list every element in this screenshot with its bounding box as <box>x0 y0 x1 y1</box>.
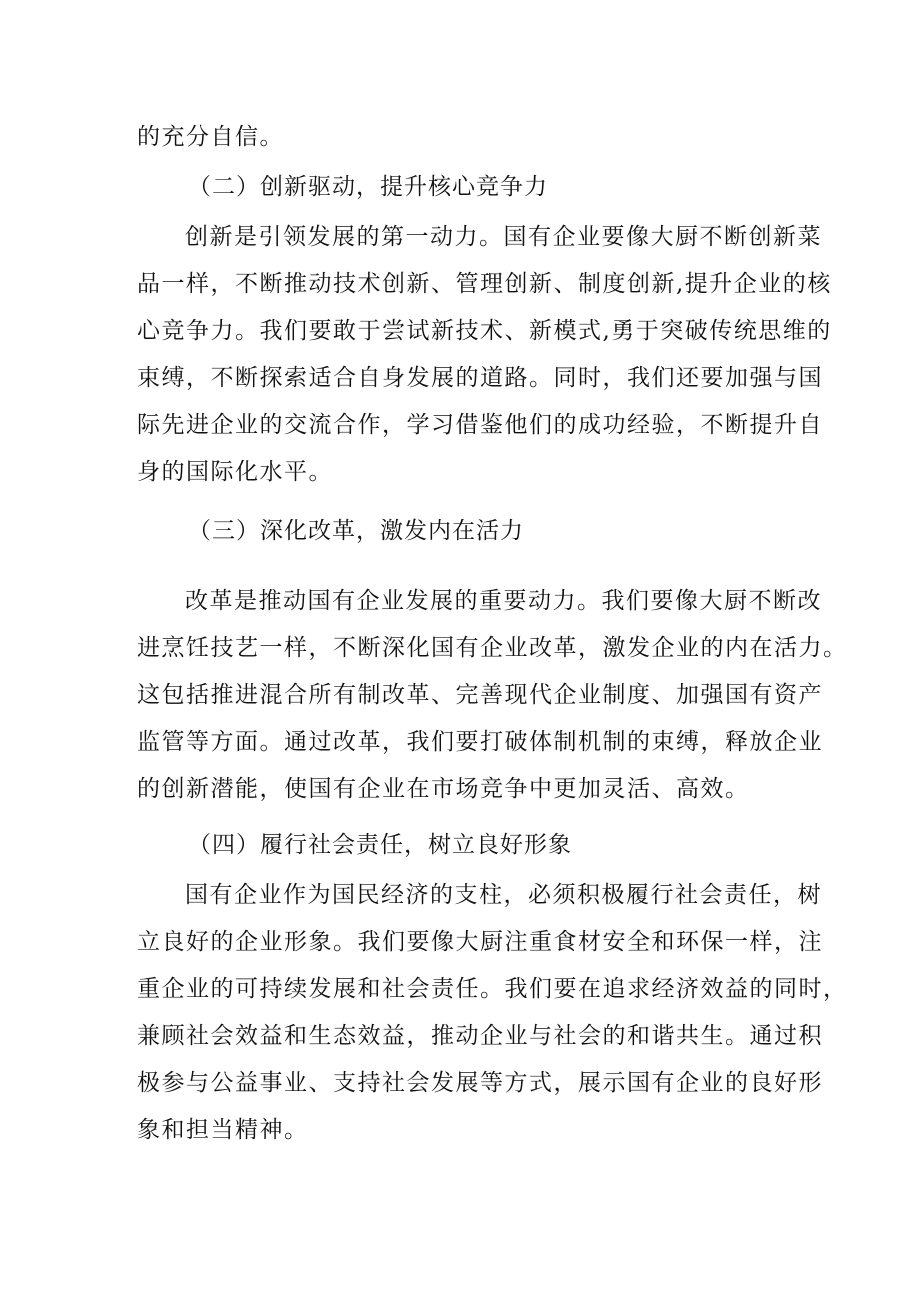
paragraph-line: 重企业的可持续发展和社会责任。我们要在追求经济效益的同时， <box>137 976 848 1002</box>
section-heading: （四）履行社会责任，树立良好形象 <box>188 832 572 858</box>
paragraph-line: 兼顾社会效益和生态效益，推动企业与社会的和谐共生。通过积 <box>137 1023 823 1049</box>
paragraph-line: 改革是推动国有企业发展的重要动力。我们要像大厨不断改 <box>185 588 822 614</box>
paragraph-line: 国有企业作为国民经济的支柱，必须积极履行社会责任，树 <box>185 882 822 908</box>
paragraph-line: 际先进企业的交流合作，学习借鉴他们的成功经验，不断提升自 <box>137 412 823 438</box>
section-heading: （二）创新驱动，提升核心竞争力 <box>188 174 548 200</box>
paragraph-line: 身的国际化水平。 <box>137 459 333 485</box>
paragraph-line: 这包括推进混合所有制改革、完善现代企业制度、加强国有资产 <box>137 682 823 708</box>
paragraph-line: 束缚，不断探索适合自身发展的道路。同时，我们还要加强与国 <box>137 365 823 391</box>
paragraph-line: 进烹饪技艺一样，不断深化国有企业改革，激发企业的内在活力。 <box>137 635 848 661</box>
paragraph-line: 象和担当精神。 <box>137 1117 309 1143</box>
paragraph-line: 品一样，不断推动技术创新、管理创新、制度创新,提升企业的核 <box>137 271 832 297</box>
paragraph-line: 心竞争力。我们要敢于尝试新技术、新模式,勇于突破传统思维的 <box>137 318 832 344</box>
section-heading: （三）深化改革，激发内在活力 <box>188 518 524 544</box>
paragraph-line: 监管等方面。通过改革，我们要打破体制机制的束缚，释放企业 <box>137 729 823 755</box>
paragraph-line: 极参与公益事业、支持社会发展等方式，展示国有企业的良好形 <box>137 1070 823 1096</box>
paragraph-line: 创新是引领发展的第一动力。国有企业要像大厨不断创新菜 <box>185 224 822 250</box>
paragraph-line: 立良好的企业形象。我们要像大厨注重食材安全和环保一样，注 <box>137 929 823 955</box>
paragraph-line: 的充分自信。 <box>137 124 284 150</box>
paragraph-line: 的创新潜能，使国有企业在市场竞争中更加灵活、高效。 <box>137 776 750 802</box>
